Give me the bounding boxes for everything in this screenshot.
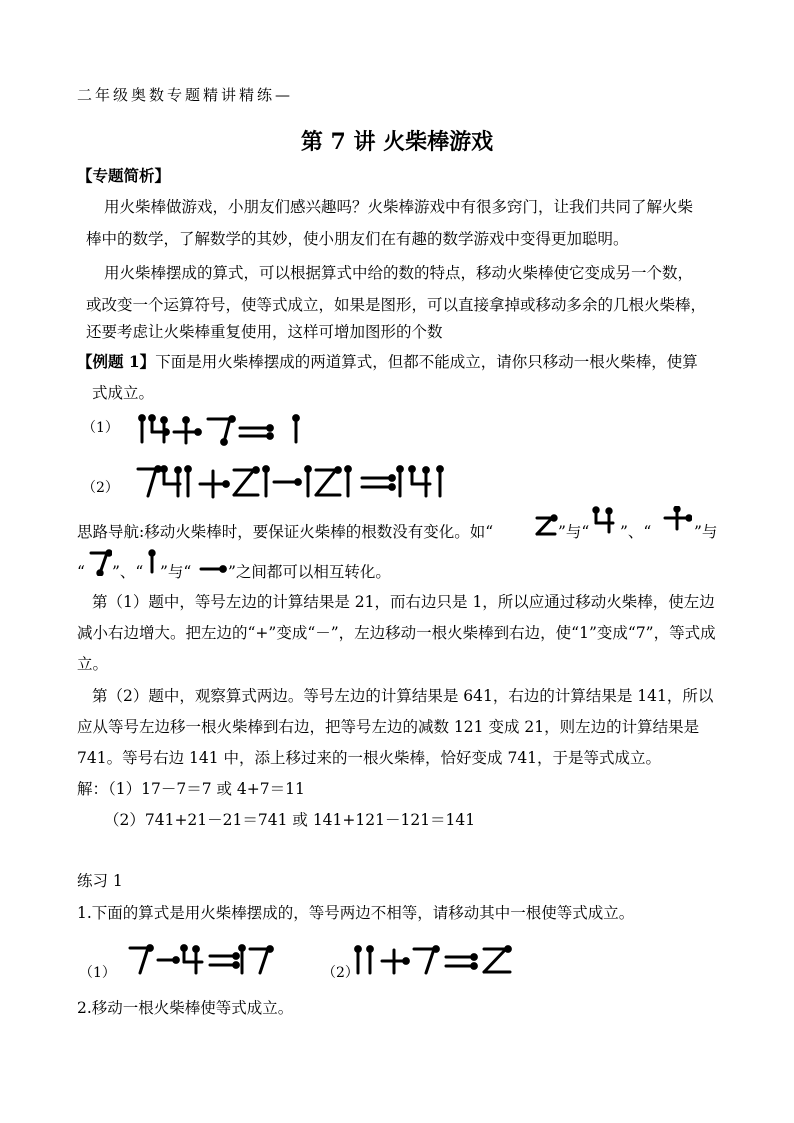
practice-1-label-1: （1） — [79, 965, 116, 981]
practice-matchstick-equation-1 — [126, 940, 276, 978]
symbol-plus — [662, 506, 692, 536]
question-2-explanation-line-2: 应从等号左边移一根火柴棒到右边，把等号左边的减数 121 变成 21，则左边的计算结果是 — [77, 718, 700, 736]
symbol-z — [534, 513, 558, 543]
intro-paragraph-1-line-2: 棒中的数学，了解数学的其妙，使小朋友们在有趣的数学游戏中变得更加聪明。 — [86, 230, 629, 248]
intro-paragraph-2-line-3: 还要考虑让火柴棒重复使用，这样可增加图形的个数 — [86, 323, 443, 341]
solution-2: （2）741+21－21＝741 或 141+121－121＝141 — [104, 811, 476, 829]
hint-line-2-start: “ — [77, 563, 85, 581]
hint-line-1-mid-2: ”、“ — [620, 523, 652, 541]
example-1-line-2: 式成立。 — [92, 384, 155, 402]
intro-paragraph-2-line-1: 用火柴棒摆成的算式，可以根据算式中给的数的特点，移动火柴棒使它变成另一个数， — [104, 264, 694, 282]
hint-line-2-end: ”之间都可以相互转化。 — [228, 563, 391, 581]
question-1-explanation-line-1: 第（1）题中，等号左边的计算结果是 21，而右边只是 1，所以应通过移动火柴棒，使左边 — [92, 593, 715, 611]
series-title: 二年级奥数专题精讲精练— — [77, 86, 294, 104]
question-1-explanation-line-2: 减小右边增大。把左边的“+”变成“－”，左边移动一根火柴棒到右边，使“1”变成“7”，等式成 — [77, 624, 716, 642]
practice-1-heading: 练习 1 — [77, 872, 123, 890]
matchstick-equation-2 — [134, 462, 454, 502]
example-1-text: 下面是用火柴棒摆成的两道算式，但都不能成立，请你只移动一根火柴棒，使算 — [155, 353, 698, 371]
intro-paragraph-2-line-2: 或改变一个运算符号，使等式成立，如果是图形，可以直接拿掉或移动多余的几根火柴棒， — [86, 296, 707, 314]
lesson-title: 第 7 讲 火柴棒游戏 — [300, 129, 494, 155]
hint-line-2-mid-1: ”、“ — [112, 563, 144, 581]
example-1-label-2: （2） — [82, 480, 119, 496]
practice-1-question-2: 2.移动一根火柴棒使等式成立。 — [77, 999, 294, 1017]
practice-1-label-2: （2） — [322, 965, 359, 981]
hint-line-1-start: 思路导航:移动火柴棒时，要保证火柴棒的根数没有变化。如“ — [77, 523, 494, 541]
solution-1: 解：（1）17－7＝7 或 4+7＝11 — [77, 780, 305, 798]
question-2-explanation-line-1: 第（2）题中，观察算式两边。等号左边的计算结果是 641，右边的计算结果是 141，所以 — [92, 687, 714, 705]
symbol-4 — [592, 506, 616, 540]
symbol-1 — [146, 548, 158, 580]
example-1-tag: 【例题 1】 — [77, 352, 156, 371]
practice-1-question-1: 1.下面的算式是用火柴棒摆成的，等号两边不相等，请移动其中一根使等式成立。 — [77, 904, 635, 922]
symbol-7 — [88, 548, 112, 580]
intro-heading: 【专题简析】 — [77, 166, 171, 185]
hint-line-1-end: ”与 — [694, 523, 718, 541]
symbol-minus — [198, 560, 228, 579]
example-1-line-1 — [77, 352, 698, 372]
practice-matchstick-equation-2 — [352, 940, 522, 978]
intro-paragraph-1-line-1: 用火柴棒做游戏，小朋友们感兴趣吗？火柴棒游戏中有很多窍门，让我们共同了解火柴 — [104, 198, 694, 216]
example-1-label-1: （1） — [82, 420, 119, 436]
question-2-explanation-line-3: 741。等号右边 141 中，添上移过来的一根火柴棒，恰好变成 741，于是等式成立。 — [77, 749, 662, 767]
question-1-explanation-line-3: 立。 — [77, 655, 109, 673]
hint-line-2-mid-2: ”与“ — [160, 563, 192, 581]
hint-line-1-mid-1: ”与“ — [558, 523, 590, 541]
matchstick-equation-1 — [136, 410, 316, 446]
